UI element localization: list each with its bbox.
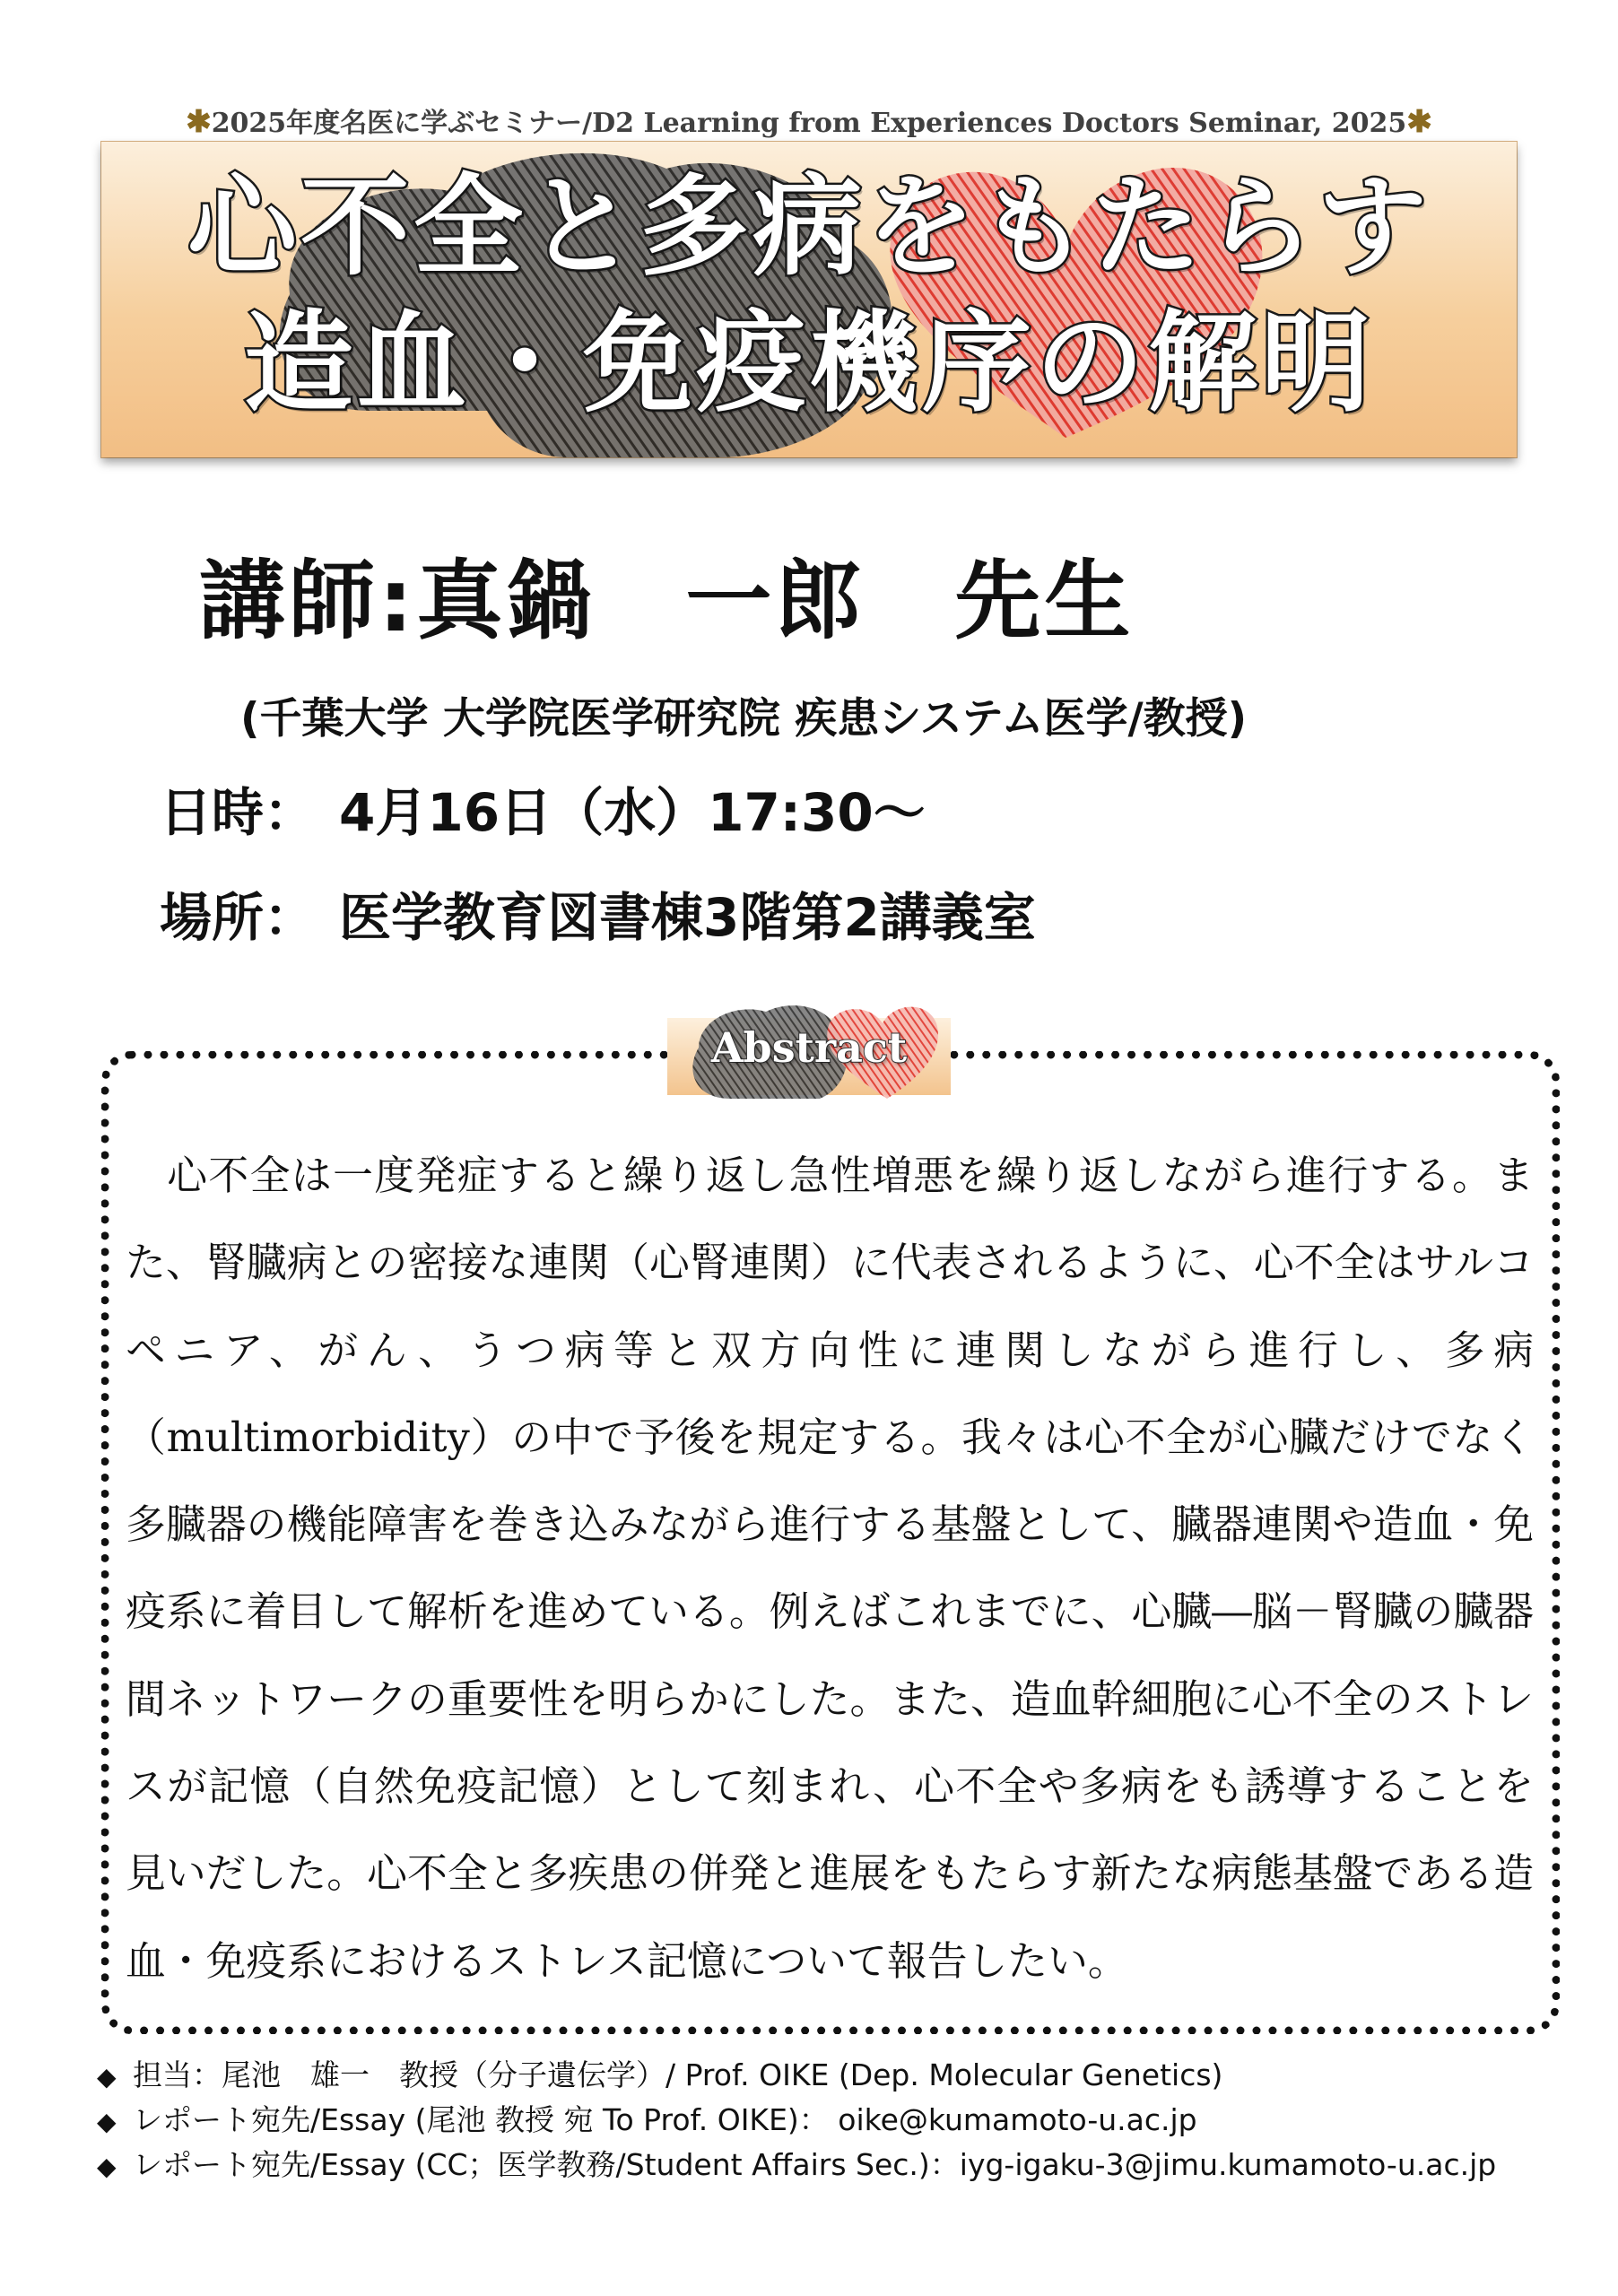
place-line (160, 883, 1036, 952)
title-banner (101, 142, 1517, 457)
seminar-series-line (0, 100, 1618, 144)
seminar-series-text: 2025年度名医に学ぶセミナー/D2 Learning from Experiences Doctors Seminar, 2025 (211, 108, 1407, 139)
place-value: 医学教育図書棟3階第2講義室 (339, 887, 1036, 948)
lecturer-colon: : (378, 551, 417, 651)
date-value: 4月16日（水）17:30～ (339, 782, 926, 843)
asterisk-mark-right: ✱ (1406, 104, 1432, 140)
diamond-bullet-icon: ◆ (97, 2062, 117, 2092)
contact-item-organizer (97, 2054, 1586, 2099)
lecturer-affiliation: (千葉大学 大学院医学研究院 疾患システム医学/教授) (240, 694, 1248, 744)
contact-text: レポート宛先/Essay (尾池 教授 宛 To Prof. OIKE)： oike@kumamoto-u.ac.jp (133, 2102, 1197, 2137)
contact-text: レポート宛先/Essay (CC；医学教務/Student Affairs Sec.)：iyg-igaku-3@jimu.kumamoto-u.ac.jp (133, 2147, 1497, 2182)
banner-title-line-2: 造血・免疫機序の解明 (244, 300, 1374, 427)
diamond-bullet-icon: ◆ (97, 2152, 117, 2181)
lecturer-line (199, 547, 1134, 655)
contact-item-essay-cc (97, 2144, 1586, 2188)
lecturer-name: 真鍋 一郎 先生 (416, 551, 1135, 651)
lecturer-label: 講師 (199, 551, 378, 651)
place-label: 場所： (160, 887, 317, 948)
banner-title-line-1: 心不全と多病をもたらす (187, 163, 1431, 291)
asterisk-mark-left: ✱ (186, 104, 212, 140)
date-label: 日時： (160, 782, 317, 843)
contact-list (97, 2054, 1586, 2188)
contact-item-essay (97, 2099, 1586, 2144)
date-line (160, 778, 926, 847)
diamond-bullet-icon: ◆ (97, 2107, 117, 2136)
contact-text: 担当：尾池 雄一 教授（分子遺伝学）/ Prof. OIKE (Dep. Molecular Genetics) (133, 2057, 1223, 2092)
abstract-badge-label: Abstract (710, 1023, 908, 1072)
abstract-badge (667, 998, 951, 1111)
abstract-text: 心不全は一度発症すると繰り返し急性増悪を繰り返しながら進行する。また、腎臓病との密接な連関（心腎連関）に代表されるように、心不全はサルコペニア、がん、うつ病等と双方向性に連関しながら進行し、多病（multimorbidity）の中で予後を規定する。我々は心不全が心臓だけでなく多臓器の機能障害を巻き込みながら進行する基盤として、臓器連関や造血・免疫系に着目して解析を進めている。例えばこれまでに、心臓―脳－腎臓の臓器間ネットワークの重要性を明らかにした。また、造血幹細胞に心不全のストレスが記憶（自然免疫記憶）として刻まれ、心不全や多病をも誘導することを見いだした。心不全と多疾患の併発と進展をもたらす新たな病態基盤である造血・免疫系におけるストレス記憶について報告したい。 (126, 1152, 1534, 1985)
